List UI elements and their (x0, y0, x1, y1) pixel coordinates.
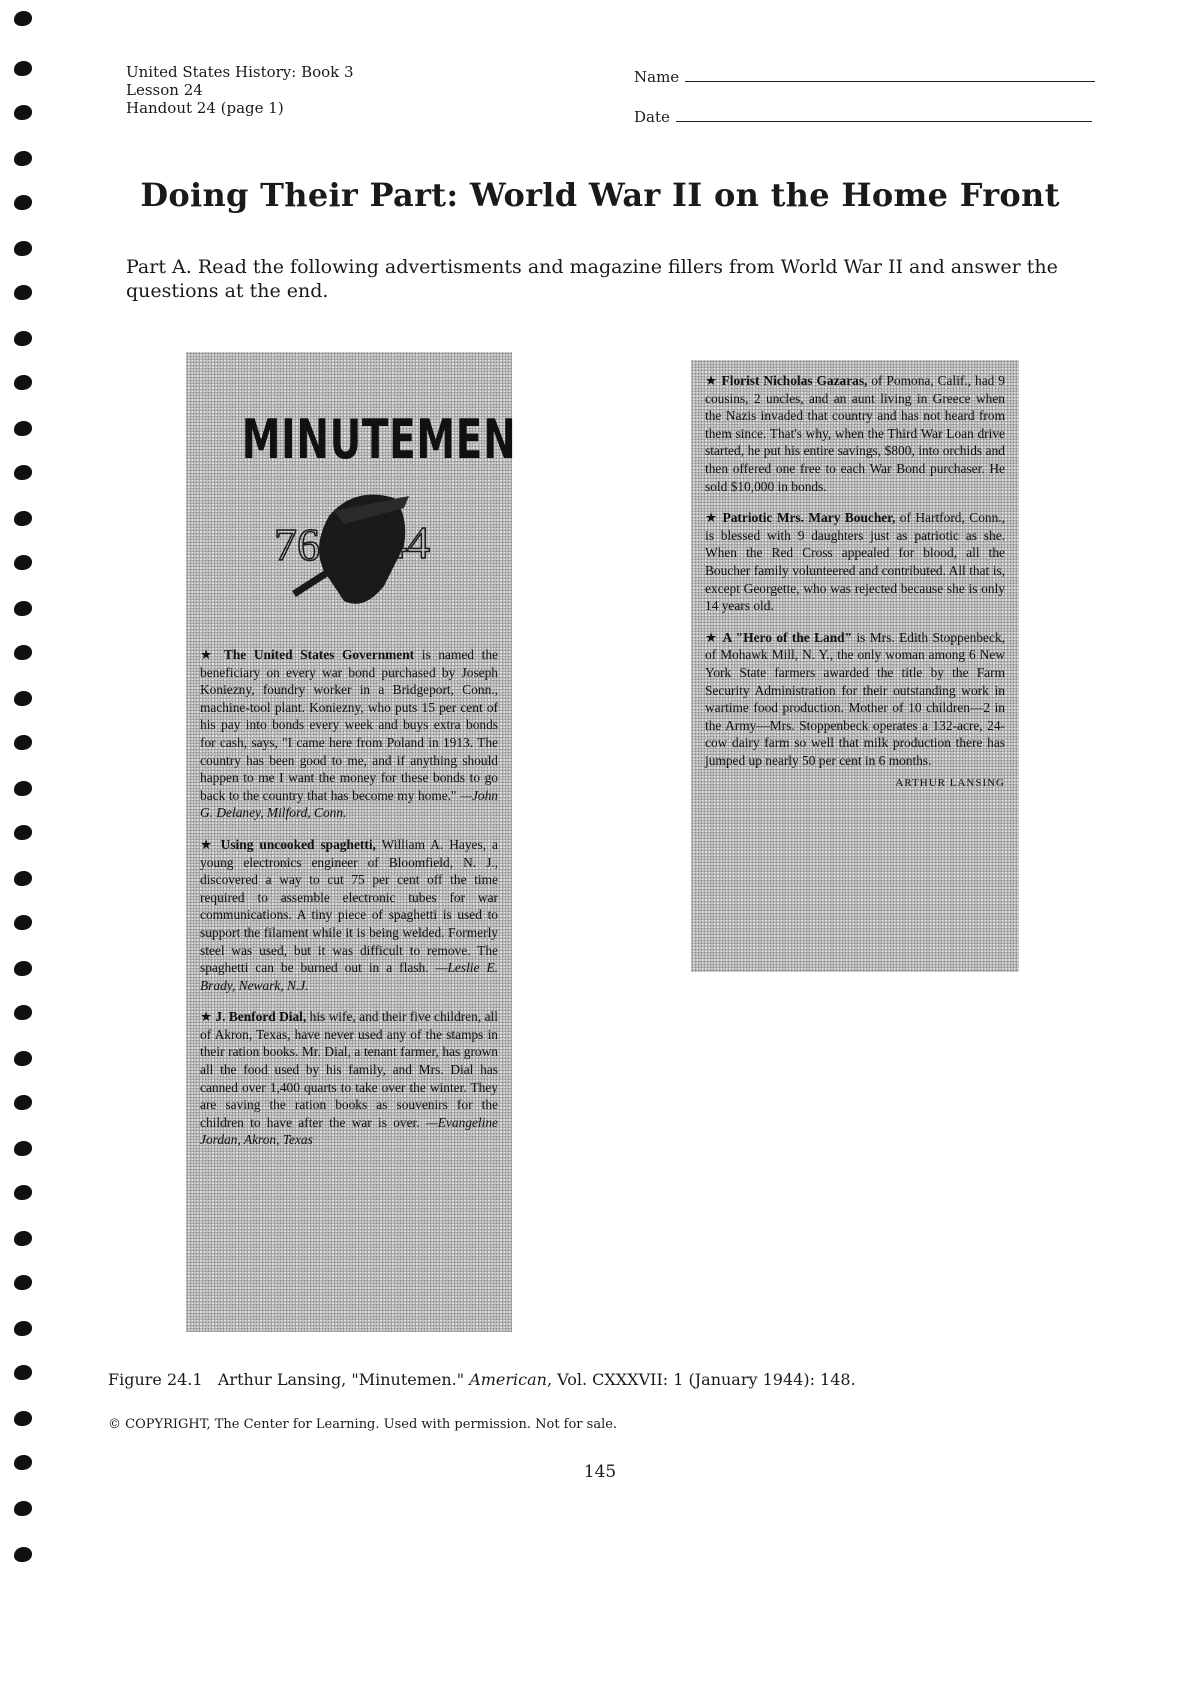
course-title: United States History: Book 3 (126, 63, 354, 81)
filler-item: ★ Florist Nicholas Gazaras, of Pomona, Calif., had 9 cousins, 2 uncles, and an aunt living in Greece when the Nazis invaded that country and has not heard from them since. That's why, when the Third War Loan drive started, he put his entire savings, $800, into orchids and then offered one free to each War Bond purchaser. He sold $10,000 in bonds. (705, 373, 1005, 494)
emblem-year-left: 76 (274, 519, 320, 570)
copyright-notice: © COPYRIGHT, The Center for Learning. Used with permission. Not for sale. (108, 1417, 618, 1432)
filler-clipping (691, 360, 1019, 972)
binding-hole (10, 778, 36, 800)
item-lead: J. Benford Dial, (215, 1009, 307, 1025)
handout-meta (126, 63, 354, 117)
binding-hole (10, 1544, 36, 1566)
item-lead: A "Hero of the Land" (722, 629, 853, 645)
handout-number: Handout 24 (page 1) (126, 99, 284, 117)
binding-hole (10, 552, 36, 574)
binding-hole (10, 958, 36, 980)
binding-hole (10, 912, 36, 934)
instructions: Part A. Read the following advertisments and magazine fillers from World War II and answer the questions at the end. (126, 256, 1058, 302)
emblem-year-right: 44 (384, 517, 430, 568)
binding-hole (10, 102, 36, 124)
citation-details: , Vol. CXXXVII: 1 (January 1944): 148. (546, 1370, 856, 1389)
binding-hole (10, 8, 36, 30)
filler-item: ★ The United States Government is named the beneficiary on every war bond purchased by Joseph Koniezny, foundry worker in a Bridgeport, Conn., machine-tool plant. Koniezny, who puts 15 per cent of his pay into bonds every week and buys extra bonds for cash, says, "I came here from Poland in 1913. The country has been good to me, and if anything should happen to me I want the money for these bonds to go back to the country that has become my home." —John G. Delaney, Milford, Conn. (200, 647, 498, 821)
date-label: Date (634, 108, 670, 126)
item-lead: Using uncooked spaghetti, (220, 836, 376, 852)
binding-hole (10, 372, 36, 394)
item-signature: —John G. Delaney, Milford, Conn. (200, 787, 498, 821)
binding-hole (10, 1048, 36, 1070)
citation-main: Arthur Lansing, "Minutemen." (217, 1370, 465, 1389)
binding-hole (10, 1228, 36, 1250)
date-line[interactable] (676, 119, 1092, 122)
figure-label: Figure 24.1 (108, 1370, 203, 1389)
binding-hole (10, 328, 36, 350)
binding-hole (10, 1498, 36, 1520)
binding-hole (10, 1272, 36, 1294)
binding-hole (10, 462, 36, 484)
binding-hole (10, 282, 36, 304)
citation-publication: American (469, 1370, 547, 1389)
page-title: Doing Their Part: World War II on the Home Front (140, 176, 1060, 214)
binding-hole (10, 148, 36, 170)
minutemen-clipping (186, 352, 517, 1332)
filler-item: ★ Using uncooked spaghetti, William A. Hayes, a young electronics engineer of Bloomfield, N. J., discovered a way to cut 75 per cent off the time required to assemble electronic tubes for war communications. A tiny piece of spaghetti is used to support the filament while it is being welded. Formerly steel was used, but it was difficult to remove. The spaghetti can be burned out in a flash. —Leslie E. Brady, Newark, N.J. (200, 836, 499, 993)
binding-hole (10, 1318, 36, 1340)
lesson-number: Lesson 24 (126, 81, 203, 99)
binding-hole (10, 732, 36, 754)
item-text: William A. Hayes, a young electronics engineer of Bloomfield, N. J., discovered a way to cut 75 per cent off the time required to assemble electronic tubes for war communications. A tiny piece of spaghetti is used to support the filament while it is being welded. Formerly steel was used, but it was difficult to remove. The spaghetti can be burned out in a flash. (200, 836, 499, 976)
minuteman-emblem (234, 476, 464, 616)
item-lead: Florist Nicholas Gazaras, (721, 373, 868, 388)
binding-hole (10, 58, 36, 80)
byline: ARTHUR LANSING (895, 777, 1005, 790)
item-text: of Pomona, Calif., had 9 cousins, 2 uncles, and an aunt living in Greece when the Nazis invaded that country and has not heard from them since. That's why, when the Third War Loan drive started, he put his entire savings, $800, into orchids and then offered one free to each War Bond purchaser. He sold $10,000 in bonds. (705, 373, 1005, 494)
date-field[interactable] (634, 108, 1092, 126)
binding-hole (10, 1092, 36, 1114)
binding-hole (10, 598, 36, 620)
item-signature: —Leslie E. Brady, Newark, N.J. (200, 960, 498, 993)
page-number: 145 (583, 1462, 617, 1482)
binding-hole (10, 1182, 36, 1204)
name-line[interactable] (685, 79, 1095, 82)
binding-hole (10, 1138, 36, 1160)
binding-hole (10, 822, 36, 844)
binding-hole (10, 508, 36, 530)
binding-hole (10, 868, 36, 890)
figure-caption (108, 1370, 856, 1389)
item-lead: Patriotic Mrs. Mary Boucher, (722, 510, 896, 526)
filler-item: ★ A "Hero of the Land" is Mrs. Edith Stoppenbeck, of Mohawk Mill, N. Y., the only woman among 6 New York State farmers awarded the title by the Farm Security Administration for their outstanding work in wartime food production. Mother of 10 children—2 in the Army—Mrs. Stoppenbeck operates a 132-acre, 24-cow dairy farm so well that milk production there has jumped up nearly 50 per cent in 6 months. (705, 629, 1005, 768)
binding-hole (10, 238, 36, 260)
name-field[interactable] (634, 68, 1095, 86)
binding-hole (10, 1408, 36, 1430)
item-text: is Mrs. Edith Stoppenbeck, of Mohawk Mill, N. Y., the only woman among 6 New York State farmers awarded the title by the Farm Security Administration for their outstanding work in wartime food production. Mother of 10 children—2 in the Army—Mrs. Stoppenbeck operates a 132-acre, 24-cow dairy farm so well that milk production there has jumped up nearly 50 per cent in 6 months. (705, 629, 1005, 768)
item-text: his wife, and their five children, all of Akron, Texas, have never used any of the stamps in their ration books. Mr. Dial, a tenant farmer, has grown all the food used by his family, and Mrs. Dial has canned over 1,400 quarts to take over the winter. They are saving the ration books as souvenirs for the children to have after the war is over. (200, 1009, 498, 1130)
binding-hole (10, 688, 36, 710)
binding-hole (10, 1002, 36, 1024)
name-label: Name (634, 68, 680, 86)
item-lead: The United States Government (223, 647, 415, 662)
filler-item: ★ Patriotic Mrs. Mary Boucher, of Hartford, Conn., is blessed with 9 daughters just as patriotic as she. When the Red Cross appealed for blood, all the Boucher family volunteered and contributed. All that is, except Georgette, who was rejected because she is only 14 years old. (705, 510, 1005, 614)
item-signature: —Evangeline Jordan, Akron, Texas (200, 1114, 498, 1148)
binding-hole (10, 418, 36, 440)
item-text: of Hartford, Conn., is blessed with 9 daughters just as patriotic as she. When the Red Cross appealed for blood, all the Boucher family volunteered and contributed. All that is, except Georgette, who was rejected because she is only 14 years old. (705, 510, 1005, 614)
binding-hole (10, 1362, 36, 1384)
masthead-title: MINUTEMEN (241, 408, 517, 471)
filler-item: ★ J. Benford Dial, his wife, and their five children, all of Akron, Texas, have never used any of the stamps in their ration books. Mr. Dial, a tenant farmer, has grown all the food used by his family, and Mrs. Dial has canned over 1,400 quarts to take over the winter. They are saving the ration books as souvenirs for the children to have after the war is over. —Evangeline Jordan, Akron, Texas (200, 1009, 498, 1148)
binding-hole (10, 642, 36, 664)
item-text: is named the beneficiary on every war bond purchased by Joseph Koniezny, foundry worker in a Bridgeport, Conn., machine-tool plant. Koniezny, who puts 15 per cent of his pay into bonds every week and buys extra bonds for cash, says, "I came here from Poland in 1913. The country has been good to me, and if anything should happen to me I want the money for these bonds to go back to the country that has become my home." (200, 647, 498, 803)
